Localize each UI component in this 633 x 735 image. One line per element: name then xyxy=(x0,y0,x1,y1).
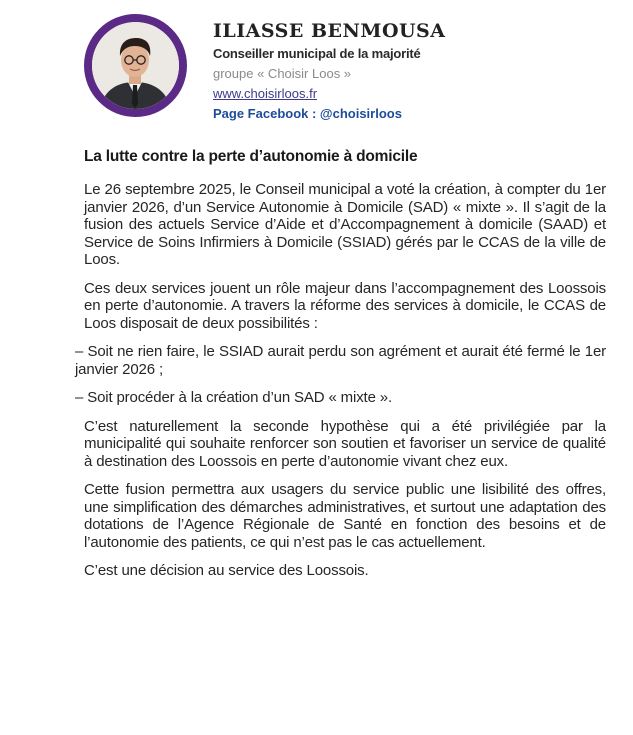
profile-header xyxy=(213,20,446,121)
profile-name: ILIASSE BENMOUSA xyxy=(213,20,446,42)
paragraph: C’est naturellement la seconde hypothèse qui a été privilégiée par la municipalité qui souhaite renforcer son soutien et favoriser un service de qualité à destination des Loossois en perte d’autonomie vivant chez eux. xyxy=(84,417,606,470)
list-item: – Soit ne rien faire, le SSIAD aurait perdu son agrément et aurait été fermé le 1er janvier 2026 ; xyxy=(75,343,606,378)
profile-group: groupe « Choisir Loos » xyxy=(213,66,352,81)
portrait-photo xyxy=(92,22,179,109)
facebook-page: Page Facebook : @choisirloos xyxy=(213,106,402,121)
article-title: La lutte contre la perte d’autonomie à domicile xyxy=(84,148,418,165)
list-item: – Soit procéder à la création d’un SAD « mixte ». xyxy=(75,389,392,406)
article-body xyxy=(75,181,606,591)
website-link[interactable]: www.choisirloos.fr xyxy=(213,86,318,101)
profile-role: Conseiller municipal de la majorité xyxy=(213,46,421,61)
paragraph: Ces deux services jouent un rôle majeur dans l’accompagnement des Loossois en perte d’autonomie. A travers la réforme des services à domicile, le CCAS de Loos disposait de deux possibilités : xyxy=(84,279,606,332)
paragraph: C’est une décision au service des Loossois. xyxy=(84,562,369,579)
paragraph: Le 26 septembre 2025, le Conseil municipal a voté la création, à compter du 1er janvier 2026, d’un Service Autonomie à Domicile (SAD) « mixte ». Il s’agit de la fusion des actuels Service d’Aide et d’Accompagnement à domicile (SAAD) et Service de Soins Infirmiers à Domicile (SSIAD) gérés par le CCAS de la ville de Loos. xyxy=(84,181,606,268)
paragraph: Cette fusion permettra aux usagers du service public une lisibilité des offres, une simplification des démarches administratives, et surtout une adaptation des dotations de l’Agence Régionale de Santé en fonction des besoins et de l’autonomie des patients, ce qui n’est pas le cas actuellement. xyxy=(84,481,606,551)
avatar xyxy=(84,14,187,117)
